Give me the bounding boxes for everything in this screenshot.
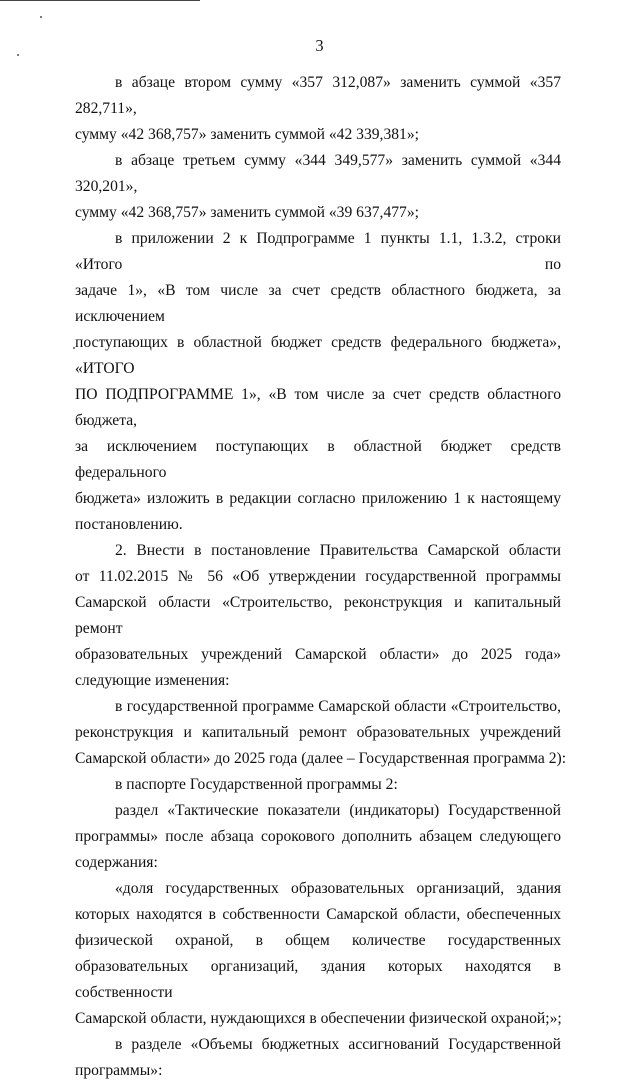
text-line: «доля государственных образовательных организаций, здания (115, 880, 561, 897)
text-line: Самарской области «Строительство, реконструкция и капитальный ремонт (75, 594, 561, 637)
text-line: которых находятся в собственности Самарской области, обеспеченных (75, 906, 561, 923)
text-line: следующие изменения: (75, 672, 230, 689)
paragraph (75, 1032, 561, 1084)
text-line: Самарской области, нуждающихся в обеспечении физической охраной;»; (75, 1010, 562, 1027)
text-line: задаче 1», «В том числе за счет средств областного бюджета, за исключением (75, 282, 561, 325)
text-line: Самарской области» до 2025 года (далее – Государственная программа 2): (75, 750, 567, 767)
paragraph (75, 226, 561, 538)
text-line: в абзаце втором сумму «357 312,087» заменить суммой «357 282,711», (75, 74, 561, 117)
paragraph (75, 538, 561, 694)
text-line: за исключением поступающих в областной бюджет средств федерального (75, 438, 561, 481)
text-line: в приложении 2 к Подпрограмме 1 пункты 1.1, 1.3.2, строки «Итого по (75, 230, 561, 273)
text-line: образовательных учреждений Самарской области» до 2025 года» (75, 646, 561, 663)
text-line: реконструкция и капитальный ремонт образовательных учреждений (75, 724, 561, 741)
text-line: 2. Внести в постановление Правительства Самарской области (115, 542, 561, 559)
text-line: от 11.02.2015 № 56 «Об утверждении государственной программы (75, 568, 561, 585)
text-line: бюджета» изложить в редакции согласно приложению 1 к настоящему (75, 490, 561, 507)
text-line: программы» после абзаца сорокового дополнить абзацем следующего (75, 828, 561, 845)
paragraph (75, 876, 561, 1032)
text-line: в абзаце третьем сумму «344 349,577» заменить суммой «344 320,201», (75, 152, 561, 195)
text-line: сумму «42 368,757» заменить суммой «42 339,381»; (75, 126, 419, 143)
paragraph (75, 772, 561, 798)
text-line: раздел «Тактические показатели (индикаторы) Государственной (115, 802, 561, 819)
text-line: поступающих в областной бюджет средств федерального бюджета», «ИТОГО (75, 334, 561, 377)
text-line: сумму «42 368,757» заменить суммой «39 637,477»; (75, 204, 419, 221)
text-line: образовательных организаций, здания которых находятся в собственности (75, 958, 561, 1001)
text-line: в разделе «Объемы бюджетных ассигнований Государственной (115, 1036, 561, 1053)
text-line: содержания: (75, 854, 158, 871)
text-line: ПО ПОДПРОГРАММЕ 1», «В том числе за счет средств областного бюджета, (75, 386, 561, 429)
text-line: в государственной программе Самарской области «Строительство, (115, 698, 561, 715)
text-line: в паспорте Государственной программы 2: (115, 776, 398, 793)
paragraph (75, 694, 567, 772)
text-line: программы»: (75, 1062, 163, 1079)
text-line: постановлению. (75, 516, 183, 533)
text-line: физической охраной, в общем количестве государственных (75, 932, 561, 949)
document-body (75, 70, 567, 1084)
paragraph (75, 148, 561, 226)
page-number: 3 (315, 36, 324, 55)
scan-speck (40, 16, 42, 18)
paragraph (75, 70, 561, 148)
paragraph (75, 798, 561, 876)
top-rule (0, 0, 200, 1)
